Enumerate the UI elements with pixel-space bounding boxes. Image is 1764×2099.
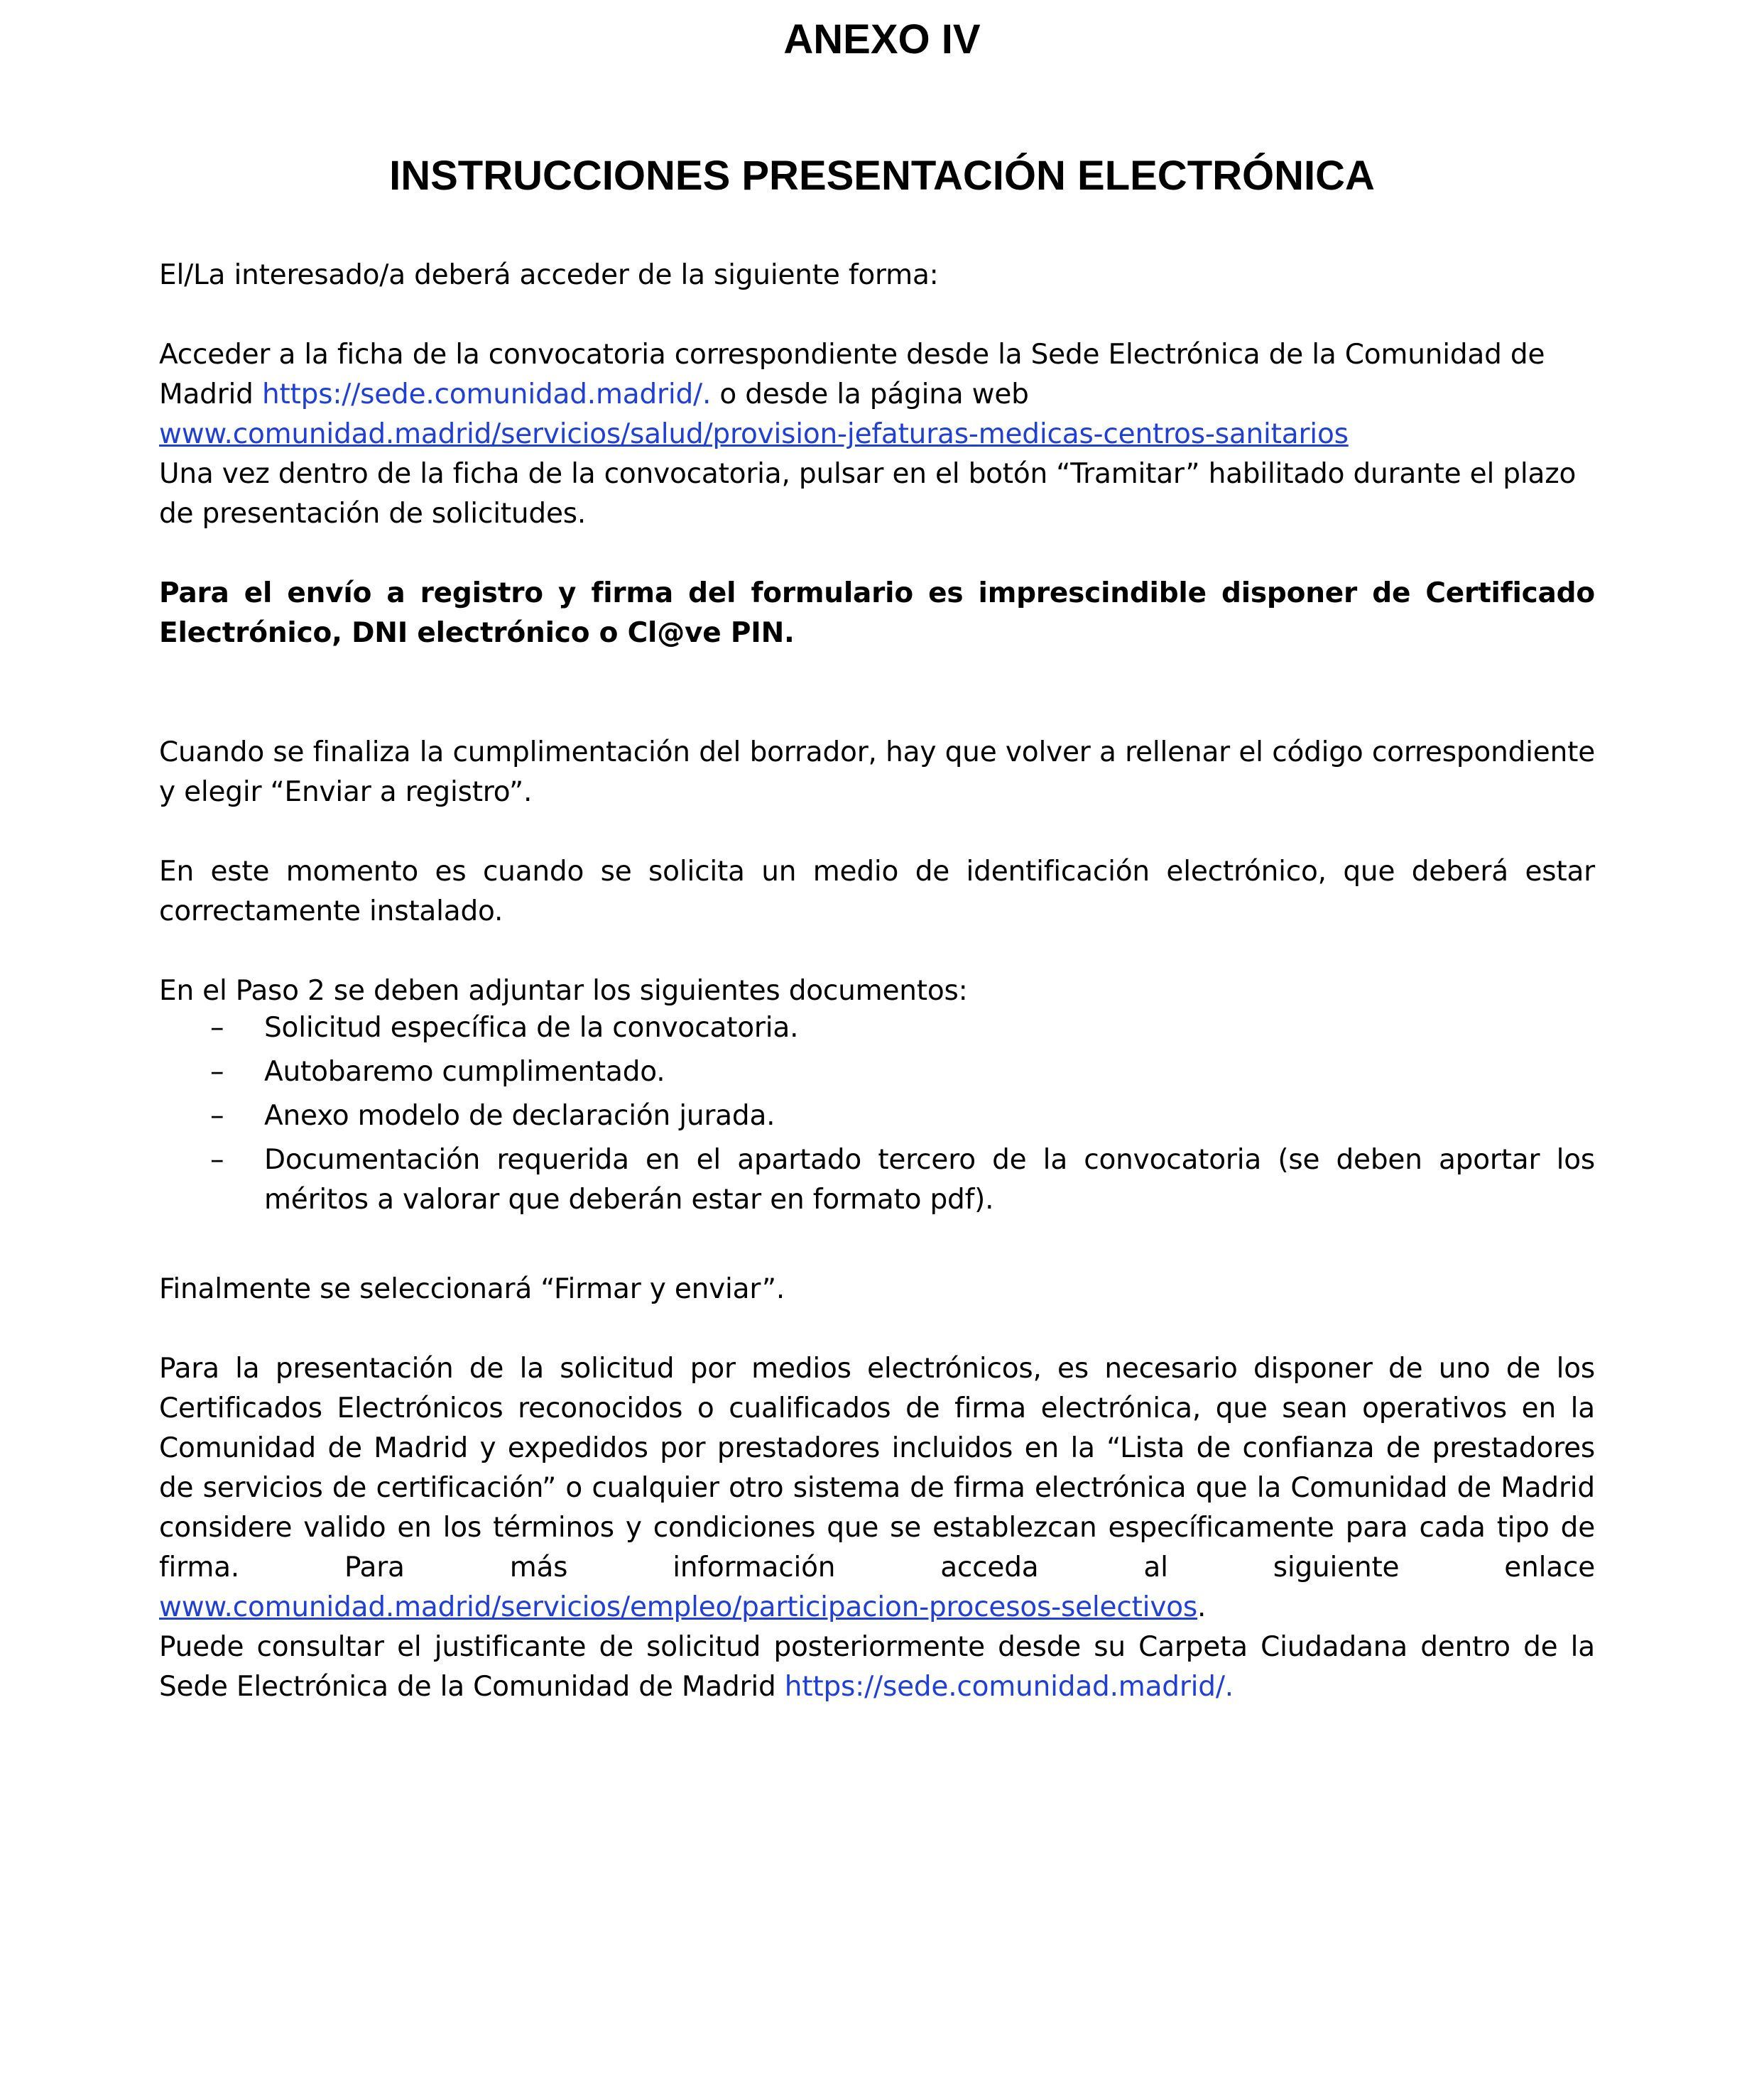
salud-web-link[interactable]: www.comunidad.madrid/servicios/salud/provision-jefaturas-medicas-centros-sanitarios [159,418,1349,450]
bold-notice: Para el envío a registro y firma del formulario es imprescindible disponer de Certificado Electrónico, DNI electrónico o Cl@ve PIN. [159,577,1595,649]
access-text-2: o desde la página web [711,378,1029,410]
dash-bullet: – [210,1012,224,1044]
dash-bullet: – [210,1056,224,1088]
access-text-3: Una vez dentro de la ficha de la convocatoria, pulsar en el botón “Tramitar” habilitado durante el plazo de presentación de solicitudes. [159,458,1577,530]
final-step-paragraph: Finalmente se seleccionará “Firmar y enviar”. [159,1273,785,1305]
access-paragraph [159,335,1595,534]
sede-link[interactable]: https://sede.comunidad.madrid/. [261,378,712,410]
list-item: – Documentación requerida en el apartado tercero de la convocatoria (se deben aportar los méritos a valorar que deberán estar en formato pdf). [159,1140,1595,1220]
annex-heading: ANEXO IV [783,16,981,62]
page-title: INSTRUCCIONES PRESENTACIÓN ELECTRÓNICA [389,153,1375,199]
list-item: – Autobaremo cumplimentado. [159,1052,1595,1092]
draft-paragraph: Cuando se finaliza la cumplimentación del borrador, hay que volver a rellenar el código correspondiente y elegir “Enviar a registro”. [159,736,1595,808]
access-text-1: Acceder a la ficha de la convocatoria correspondiente desde la Sede Electrónica de la Comunidad de Madrid [159,339,1545,410]
intro-paragraph: El/La interesado/a deberá acceder de la siguiente forma: [159,259,939,291]
list-item: – Solicitud específica de la convocatoria. [159,1008,1595,1048]
identification-paragraph: En este momento es cuando se solicita un medio de identificación electrónico, que deberá estar correctamente instalado. [159,856,1595,927]
certificates-paragraph: Para la presentación de la solicitud por medios electrónicos, es necesario disponer de uno de los Certificados Electrónicos reconocidos o cualificados de firma electrónica, que sean operativos en la Comunidad de Madrid y expedidos por prestadores incluidos en la “Lista de confianza de prestadores de servicios de certificación” o cualquier otro sistema de firma electrónica que la Comunidad de Madrid considere valido en los términos y condiciones que se establezcan específicamente para cada tipo de firma. Para más información acceda al siguiente enlace www.comunidad.madrid/servicios/empleo/participacion-procesos-selectivos. [159,1353,1595,1623]
empleo-link[interactable]: www.comunidad.madrid/servicios/empleo/participacion-procesos-selectivos [159,1591,1197,1623]
step2-intro: En el Paso 2 se deben adjuntar los siguientes documentos: [159,975,968,1007]
sede-link-footer[interactable]: https://sede.comunidad.madrid/. [784,1671,1234,1703]
list-item: – Anexo modelo de declaración jurada. [159,1096,1595,1136]
documents-list [159,1008,1595,1224]
dash-bullet: – [210,1144,224,1176]
dash-bullet: – [210,1100,224,1132]
receipt-text: Puede consultar el justificante de solicitud posteriormente desde su Carpeta Ciudadana dentro de la Sede Electrónica de la Comunidad de Madrid [159,1631,1595,1703]
certificates-text: Para la presentación de la solicitud por medios electrónicos, es necesario disponer de uno de los Certificados Electrónicos reconocidos o cualificados de firma electrónica, que sean operativos en la Comunidad de Madrid y expedidos por prestadores incluidos en la “Lista de confianza de prestadores de servicios de certificación” o cualquier otro sistema de firma electrónica que la Comunidad de Madrid considere valido en los términos y condiciones que se establezcan específicamente para cada tipo de firma. Para más información acceda al siguiente enlace [159,1353,1595,1583]
receipt-paragraph [159,1628,1595,1707]
